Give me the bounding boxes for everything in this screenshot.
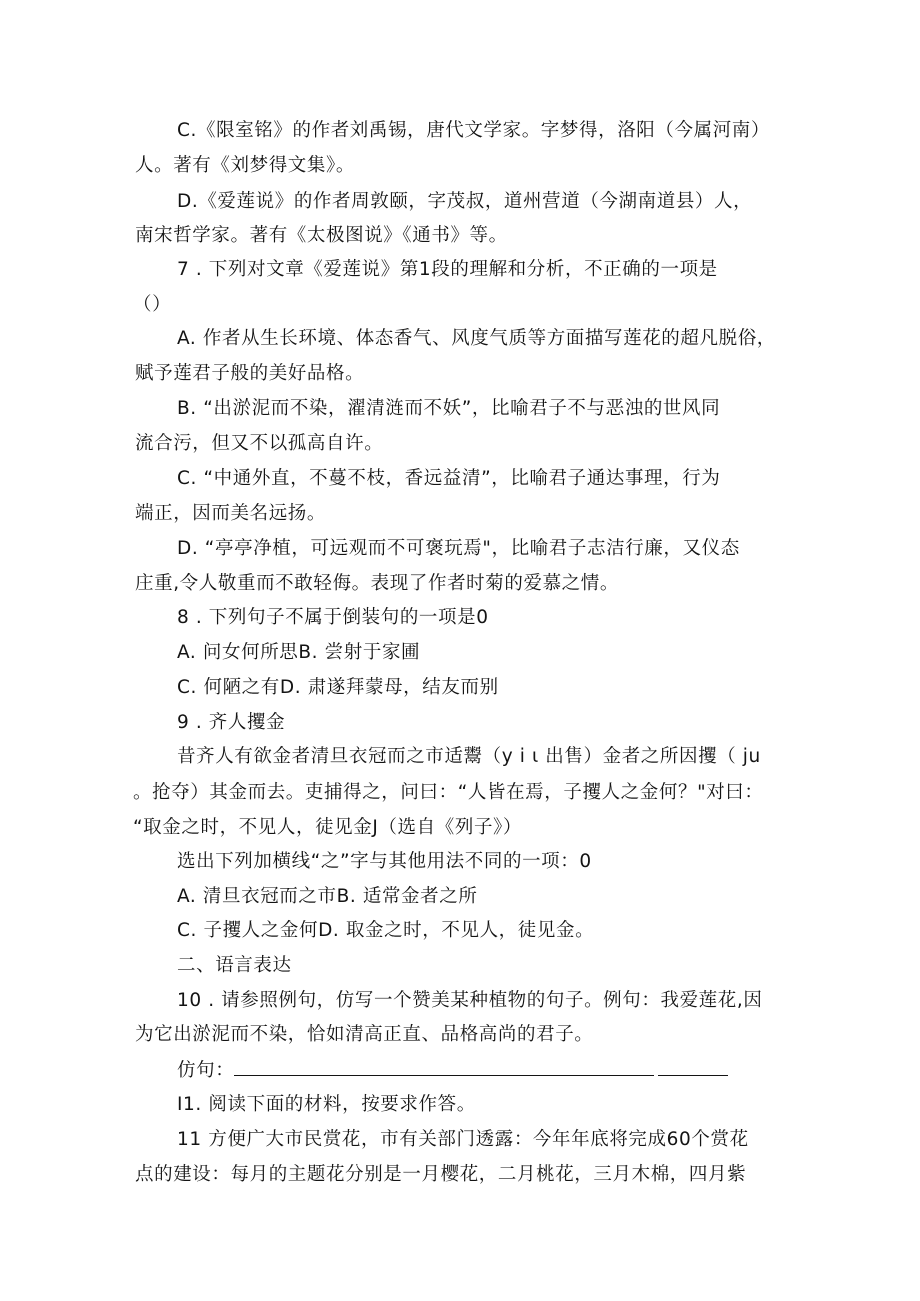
text-line: C. 何陋之有D. 肃遂拜蒙母，结友而别 xyxy=(177,677,499,698)
question-9-title: 9 . 齐人攫金 xyxy=(177,712,286,733)
section-heading: 二、语言表达 xyxy=(177,955,292,976)
text-line: 端正，因而美名远扬。 xyxy=(135,503,327,524)
imitation-label: 仿句： xyxy=(177,1060,235,1081)
passage-line: 。抢夺）其金而去。吏捕得之，问曰：“人皆在焉，子攫人之金何？"对曰： xyxy=(133,782,764,803)
passage-line: 昔齐人有欲金者清旦衣冠而之市适鬻（y i ι 出售）金者之所因攫（ ju xyxy=(177,746,761,767)
text-line: 流合污，但又不以孤高自许。 xyxy=(135,433,384,454)
text-line: 赋予莲君子般的美好品格。 xyxy=(135,363,365,384)
answer-blank[interactable] xyxy=(234,1057,654,1076)
answer-blank-tail[interactable] xyxy=(658,1057,728,1076)
text-line: C. “中通外直，不蔓不枝，香远益清”，比喻君子通达事理，行为 xyxy=(177,468,721,489)
passage-line: “取金之时，不见人，徒见金J（选自《列子》） xyxy=(133,817,522,838)
imitation-answer-line xyxy=(177,1057,728,1084)
text-line: 人。著有《刘梦得文集》。 xyxy=(135,155,355,176)
text-line: 南宋哲学家。著有《太极图说》《通书》等。 xyxy=(135,225,508,246)
text-line: B. “出淤泥而不染，濯清涟而不妖”，比喻君子不与恶浊的世风同 xyxy=(177,398,721,419)
text-line: D. “亭亭净植，可远观而不可褒玩焉"，比喻君子志洁行廉，又仪态 xyxy=(177,538,740,559)
text-line: 11 方便广大市民赏花，市有关部门透露：今年年底将完成60个赏花 xyxy=(177,1129,749,1150)
question-7-stem: 7 . 下列对文章《爱莲说》第1段的理解和分析，不正确的一项是 xyxy=(177,259,718,280)
question-9-stem: 选出下列加横线“之”字与其他用法不同的一项：0 xyxy=(177,851,592,872)
text-line: D.《爱莲说》的作者周敦颐，字茂叔，道州营道（今湖南道县）人， xyxy=(177,191,753,212)
text-line: A. 作者从生长环境、体态香气、风度气质等方面描写莲花的超凡脱俗， xyxy=(177,328,776,349)
text-line: 为它出淤泥而不染，恰如清高正直、品格高尚的君子。 xyxy=(135,1024,594,1045)
text-line: A. 清旦衣冠而之市B. 适常金者之所 xyxy=(177,886,478,907)
question-11-stem: I1. 阅读下面的材料，按要求作答。 xyxy=(177,1094,476,1115)
text-line: C. 子攫人之金何D. 取金之时，不见人，徒见金。 xyxy=(177,920,595,941)
text-line: 庄重,令人敬重而不敢轻侮。表现了作者时菊的爱慕之情。 xyxy=(135,573,619,594)
answer-bracket: （） xyxy=(133,294,172,315)
text-line: C.《限室铭》的作者刘禹锡，唐代文学家。字梦得，洛阳（今属河南） xyxy=(177,120,771,141)
question-8-stem: 8 . 下列句子不属于倒装句的一项是0 xyxy=(177,607,489,628)
text-line: A. 问女何所思B. 尝射于家圃 xyxy=(177,642,421,663)
question-10-stem: 10 . 请参照例句，仿写一个赞美某种植物的句子。例句：我爱莲花,因 xyxy=(177,990,763,1011)
text-line: 点的建设：每月的主题花分别是一月樱花，二月桃花，三月木棉，四月紫 xyxy=(135,1164,747,1185)
